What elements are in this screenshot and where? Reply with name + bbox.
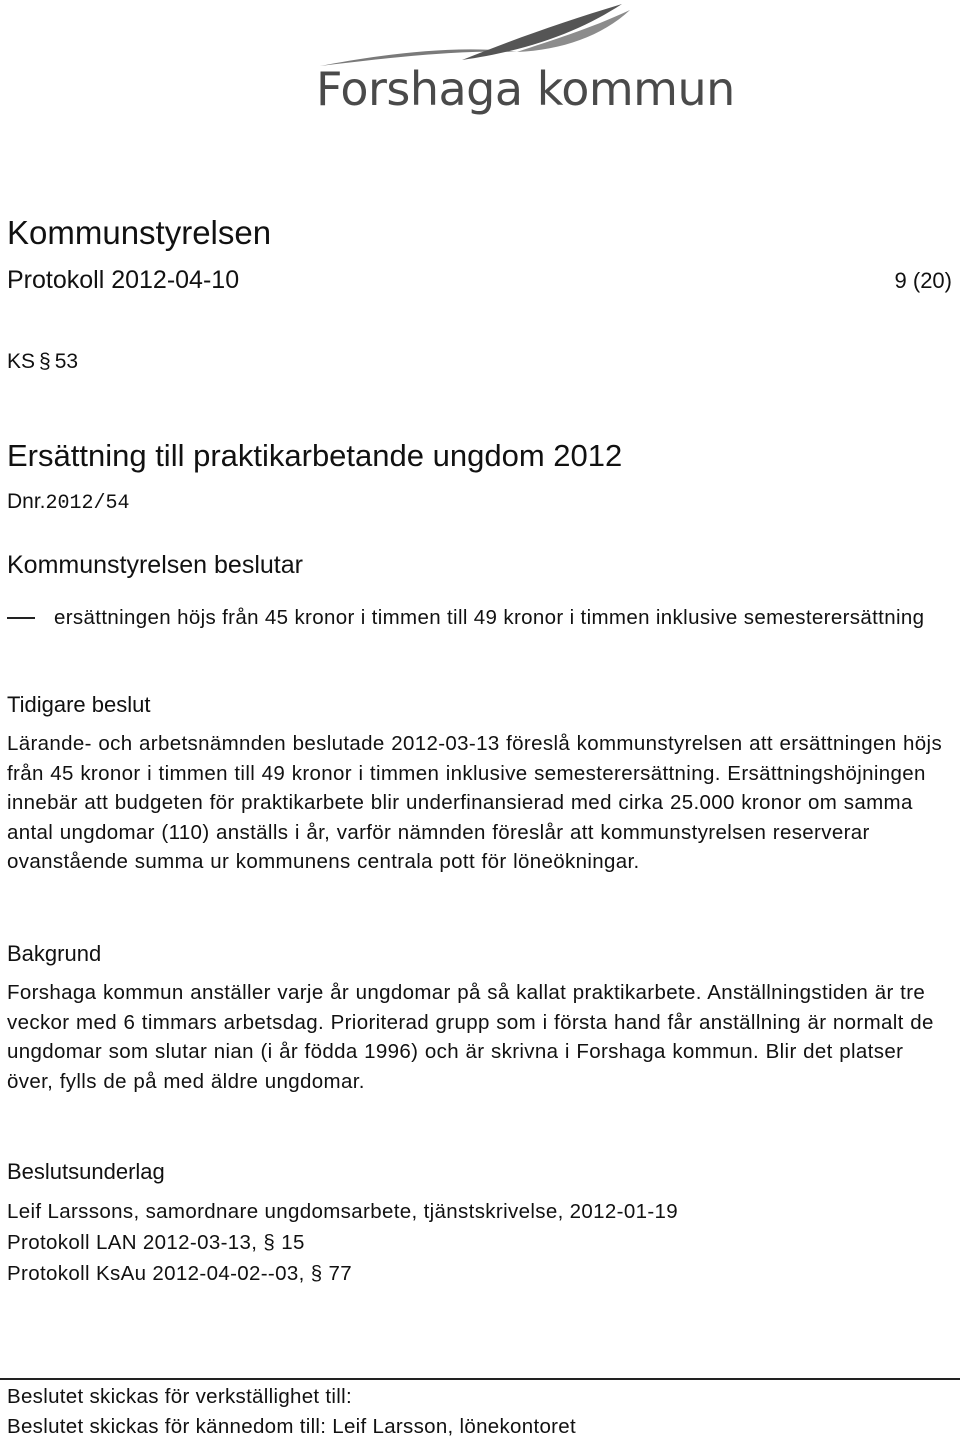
background-text: Forshaga kommun anställer varje år ungdomar på så kallat praktikarbete. Anställningstiden är tre veckor med 6 timmars arbetsdag. Prioriterad grupp som i första hand får anställning är normalt de ungdomar som slutar nian (i år födda 1996) och är skrivna i Forshaga kommun. Blir det platser över, fylls de på med äldre ungdomar. [7, 981, 934, 1093]
document-title: Ersättning till praktikarbetande ungdom 2012 [7, 438, 623, 473]
organization-title: Kommunstyrelsen [7, 214, 272, 251]
dash-bullet-icon [7, 617, 35, 619]
paragraph-symbol: § [263, 1231, 276, 1254]
forshaga-logo [312, 0, 735, 118]
decision-item-text: ersättningen höjs från 45 kronor i timmen till 49 kronor i timmen inklusive semesterersättning [54, 606, 925, 629]
dnr-number: 2012/54 [45, 492, 130, 515]
case-prefix: KS [7, 350, 36, 373]
decision-item [7, 603, 952, 633]
basis-heading: Beslutsunderlag [7, 1159, 165, 1184]
execution-recipients: Beslutet skickas för verkställighet till: [7, 1385, 352, 1408]
paragraph-symbol: § [39, 350, 51, 373]
background-heading: Bakgrund [7, 941, 102, 966]
footer-divider [0, 1378, 960, 1380]
decision-heading: Kommunstyrelsen beslutar [7, 551, 303, 579]
page-number: 9 (20) [894, 268, 952, 293]
case-reference [7, 350, 78, 374]
basis-item: Leif Larssons, samordnare ungdomsarbete, tjänstskrivelse, 2012-01-19 [7, 1200, 679, 1223]
dnr-label: Dnr. [7, 490, 46, 513]
registration-number [7, 490, 130, 515]
basis-item: Protokoll LAN 2012-03-13, § 15 [7, 1231, 305, 1254]
case-number: 53 [54, 350, 79, 373]
paragraph-symbol: § [310, 1262, 323, 1285]
leaf-swoosh-logo-icon [312, 0, 652, 70]
distribution-footer [7, 1382, 576, 1442]
protocol-date: Protokoll 2012-04-10 [7, 266, 240, 294]
basis-list [7, 1196, 678, 1289]
previous-decision-text: Lärande- och arbetsnämnden beslutade 2012-03-13 föreslå kommunstyrelsen att ersättningen höjs från 45 kronor i timmen till 49 kronor i timmen inklusive semesterersättning. Ersättningshöjningen innebär att budgeten för praktikarbete blir underfinansierad med cirka 25.000 kronor om samma antal ungdomar (110) anställs i år, varför nämnden föreslår att kommunstyrelsen reserverar ovanstående summa ur kommunens centrala pott för löneökningar. [7, 732, 943, 873]
basis-item: Protokoll KsAu 2012-04-02--03, § 77 [7, 1262, 353, 1285]
information-recipients: Beslutet skickas för kännedom till: Leif Larsson, lönekontoret [7, 1415, 576, 1438]
previous-decision-heading: Tidigare beslut [7, 692, 151, 717]
logo-text: Forshaga kommun [316, 62, 735, 116]
